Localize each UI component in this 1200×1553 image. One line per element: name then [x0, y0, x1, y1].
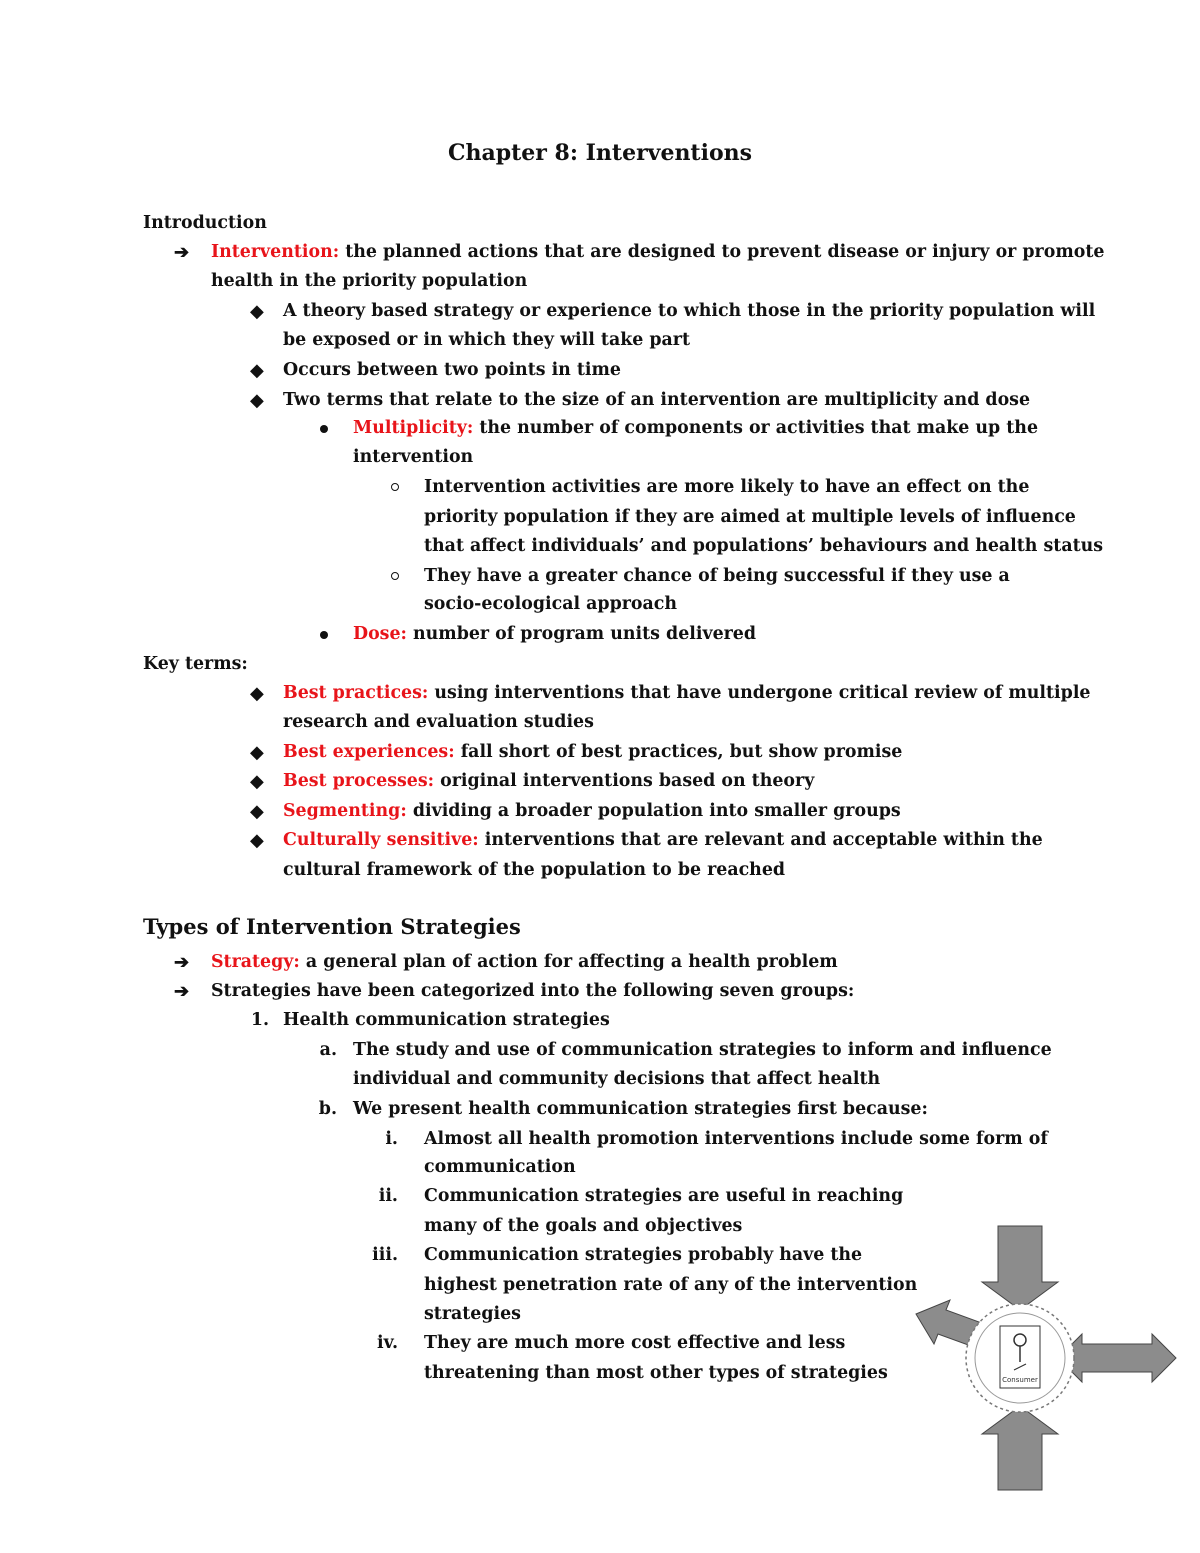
- sub-bullet-1-cont2: that affect individuals’ and populations’ behaviours and health status: [424, 536, 1104, 556]
- roman-item-ii-cont: many of the goals and objectives: [424, 1216, 743, 1236]
- intro-bullet-2: ◆ Occurs between two points in time: [283, 356, 621, 386]
- section-heading: Types of Intervention Strategies: [143, 914, 521, 939]
- intro-bullet-3: ◆ Two terms that relate to the size of an intervention are multiplicity and dose: [283, 386, 1030, 416]
- roman-item-ii: ii. Communication strategies are useful in reaching: [424, 1182, 903, 1212]
- intro-bullet-1: ◆ A theory based strategy or experience to which those in the priority population will: [283, 297, 1095, 327]
- key-terms-heading: Key terms:: [143, 654, 248, 674]
- roman-label: iii.: [372, 1245, 398, 1265]
- roman-item-i-cont: communication: [424, 1157, 576, 1177]
- arrow-icon: ➔: [174, 952, 190, 973]
- diamond-icon: ◆: [250, 301, 264, 322]
- multiplicity-item: Multiplicity: the number of components or activities that make up the: [353, 414, 1038, 444]
- key-term-item: ◆ Best practices: using interventions that have undergone critical review of multiple: [283, 679, 1091, 709]
- roman-item-i: i. Almost all health promotion interventions include some form of: [424, 1125, 1048, 1155]
- roman-label: i.: [385, 1129, 398, 1149]
- roman-label: iv.: [376, 1333, 398, 1353]
- sub-bullet-1: Intervention activities are more likely to have an effect on the: [424, 473, 1029, 503]
- diamond-icon: ◆: [250, 742, 264, 763]
- key-term-item-cont: cultural framework of the population to be reached: [283, 860, 786, 880]
- dose-item: Dose: number of program units delivered: [353, 620, 756, 650]
- multiplicity-term: Multiplicity:: [353, 418, 474, 438]
- bullet-disc-icon: [320, 425, 328, 433]
- diamond-icon: ◆: [250, 683, 264, 704]
- diamond-icon: ◆: [250, 771, 264, 792]
- sub-bullet-2-cont: socio-ecological approach: [424, 594, 677, 614]
- sub-item-a: a. The study and use of communication strategies to inform and influence: [353, 1036, 1052, 1066]
- consumer-label: Consumer: [1002, 1376, 1038, 1384]
- dose-term: Dose:: [353, 624, 407, 644]
- intervention-def: the planned actions that are designed to prevent disease or injury or promote: [339, 242, 1105, 262]
- letter-label: b.: [318, 1099, 337, 1119]
- sub-item-a-cont: individual and community decisions that affect health: [353, 1069, 881, 1089]
- intro-heading: Introduction: [143, 213, 267, 233]
- arrow-double-shape: [1058, 1334, 1176, 1382]
- bullet-disc-icon: [320, 631, 328, 639]
- key-term-item: ◆ Segmenting: dividing a broader population into smaller groups: [283, 797, 901, 827]
- key-term-item: ◆ Best processes: original interventions based on theory: [283, 767, 814, 797]
- intervention-term: Intervention:: [211, 242, 340, 262]
- roman-label: ii.: [378, 1186, 398, 1206]
- roman-item-iv-cont: threatening than most other types of strategies: [424, 1363, 888, 1383]
- roman-item-iii: iii. Communication strategies probably have the: [424, 1241, 862, 1271]
- diamond-icon: ◆: [250, 390, 264, 411]
- figure-svg: [910, 1222, 1180, 1494]
- sub-bullet-2: They have a greater chance of being successful if they use a: [424, 562, 1010, 592]
- diamond-icon: ◆: [250, 801, 264, 822]
- page-title: Chapter 8: Interventions: [447, 140, 753, 166]
- intervention-def-cont: health in the priority population: [211, 271, 528, 291]
- sub-bullet-1-cont: priority population if they are aimed at multiple levels of influence: [424, 507, 1076, 527]
- roman-item-iii-cont2: strategies: [424, 1304, 521, 1324]
- strategy-item: ➔ Strategy: a general plan of action for affecting a health problem: [211, 948, 838, 978]
- communication-figure: [910, 1222, 1180, 1494]
- categorized-item: ➔ Strategies have been categorized into the following seven groups:: [211, 977, 854, 1007]
- letter-label: a.: [319, 1040, 337, 1060]
- intervention-item: [174, 238, 1105, 268]
- number-label: 1.: [250, 1010, 269, 1030]
- numbered-item-1: 1. Health communication strategies: [283, 1006, 610, 1036]
- arrow-down-shape: [982, 1226, 1058, 1310]
- intro-bullet-1-cont: be exposed or in which they will take part: [283, 330, 691, 350]
- multiplicity-def-cont: intervention: [353, 447, 474, 467]
- arrow-icon: ➔: [174, 981, 190, 1002]
- arrow-up-shape: [982, 1406, 1058, 1490]
- key-term-item-cont: research and evaluation studies: [283, 712, 594, 732]
- key-term-item: ◆ Culturally sensitive: interventions that are relevant and acceptable within the: [283, 826, 1043, 856]
- arrow-icon: ➔: [174, 242, 190, 263]
- roman-item-iv: iv. They are much more cost effective and less: [424, 1329, 845, 1359]
- bullet-circle-icon: [391, 483, 399, 491]
- sub-item-b: b. We present health communication strategies first because:: [353, 1095, 928, 1125]
- diamond-icon: ◆: [250, 830, 264, 851]
- roman-item-iii-cont: highest penetration rate of any of the intervention: [424, 1275, 918, 1295]
- bullet-circle-icon: [391, 572, 399, 580]
- strategy-term: Strategy:: [211, 952, 300, 972]
- key-term-item: ◆ Best experiences: fall short of best practices, but show promise: [283, 738, 902, 768]
- diamond-icon: ◆: [250, 360, 264, 381]
